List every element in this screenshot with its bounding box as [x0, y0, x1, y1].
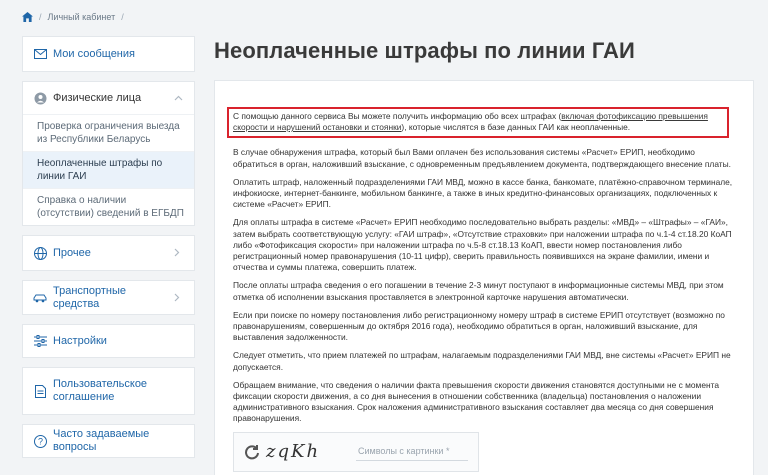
sidebar-item-label: Настройки: [53, 334, 107, 347]
sidebar-card-faq: [22, 424, 195, 458]
document-icon: [33, 384, 47, 398]
refresh-icon[interactable]: [244, 444, 260, 460]
sidebar-card-settings: [22, 324, 195, 358]
envelope-icon: [33, 47, 47, 61]
sidebar-item-label: Прочее: [53, 246, 91, 259]
intro-text-end: ), которые числятся в базе данных ГАИ как неоплаченные.: [401, 122, 631, 133]
svg-text:?: ?: [37, 436, 43, 446]
paragraph-speed-notice: Обращаем внимание, что сведения о наличии факта превышения скорости движения становятся доступными не с момента фиксации скорости движения, а со дня вынесения в отношении собственника (владельца) постановления о наложении административного взыскания. Срок наложения административного взыскания составляет два месяца со дня совершения правонарушения.: [233, 379, 719, 424]
sidebar-item-label: Транспортные средства: [53, 284, 126, 310]
main-content: [214, 80, 754, 475]
captcha-block: [233, 432, 479, 472]
sidebar-item-label: Часто задаваемые вопросы: [53, 428, 150, 453]
sidebar-subitem-travel-restriction[interactable]: Проверка ограничения выезда из Республики Беларусь: [23, 114, 194, 151]
question-circle-icon: [33, 434, 47, 448]
sidebar-item-settings[interactable]: [23, 325, 194, 357]
car-icon: [33, 291, 47, 305]
sidebar-card-other: [22, 235, 195, 271]
sidebar-item-label: Пользовательское соглашение: [53, 378, 148, 403]
sliders-icon: [33, 334, 47, 348]
sidebar-card-messages: [22, 36, 195, 72]
chevron-right-icon: [174, 293, 184, 303]
breadcrumb-separator: /: [39, 12, 42, 22]
page-title: Неоплаченные штрафы по линии ГАИ: [214, 38, 635, 63]
sidebar-item-other[interactable]: [23, 236, 194, 270]
captcha-input[interactable]: Символы с картинки *: [356, 443, 468, 461]
chevron-right-icon: [174, 248, 184, 258]
sidebar-subitem-traffic-fines[interactable]: Неоплаченные штрафы по линии ГАИ: [23, 151, 194, 188]
sidebar-card-individuals: [22, 81, 195, 226]
sidebar-item-vehicles[interactable]: [23, 281, 194, 314]
sidebar-card-agreement: [22, 367, 195, 415]
intro-text: С помощью данного сервиса Вы можете получить информацию обо всех штрафах (: [233, 111, 562, 121]
sidebar-card-vehicles: [22, 280, 195, 315]
intro-underlined-text: включая фотофиксацию превышения скорости и нарушений остановки и стоянки: [233, 111, 708, 133]
paragraph-payment-channels: Оплатить штраф, наложенный подразделениями ГАИ МВД, можно в кассе банка, банкомате, платёжно-справочном терминале, инфокиоске, интернет-банкинге, мобильном банкинге, а также в иных кредитно-финансовых организациях, подключенных к системе «Расчет» ЕРИП.: [233, 176, 733, 210]
globe-icon: [33, 246, 47, 260]
paragraph-erip-only: Следует отметить, что прием платежей по штрафам, налагаемым подразделениями ГАИ МВД, вне системы «Расчет» ЕРИП не допускается.: [233, 350, 731, 372]
sidebar-subitem-egbdp-certificate[interactable]: Справка о наличии (отсутствии) сведений в ЕГБДП: [23, 188, 194, 225]
sidebar-item-messages[interactable]: [23, 37, 194, 71]
breadcrumb-current[interactable]: Личный кабинет: [47, 12, 116, 22]
breadcrumb: [22, 12, 124, 22]
paragraph-payment-steps: Для оплаты штрафа в системе «Расчет» ЕРИП необходимо последовательно выбрать разделы: «МВД» – «Штрафы» – «ГАИ», затем выбрать соответствующую услугу: «ГАИ штраф», «Отсутствие страховки» при наложении штрафа по ч.1-4 ст.18.20 КоАП либо «Фотофиксация скорости» при наложении штрафа по ч.5-8 ст.18.13 КоАП, ввести номер постановления либо регистрационный номер правонарушения (10-11 цифр), сверить правильность появившихся на экране фамилии, имени и отчества и суммы платежа, совершить платеж.: [233, 217, 732, 273]
intro-highlight: [227, 107, 729, 138]
user-circle-icon: [33, 91, 47, 105]
breadcrumb-separator: /: [121, 12, 124, 22]
sidebar-item-label: Мои сообщения: [53, 47, 135, 60]
home-icon[interactable]: [22, 12, 33, 22]
chevron-up-icon: [174, 93, 184, 103]
sidebar-item-individuals[interactable]: [23, 82, 194, 114]
sidebar-item-faq[interactable]: [23, 425, 194, 457]
sidebar-item-agreement[interactable]: [23, 368, 194, 414]
sidebar: [22, 36, 195, 467]
captcha-image: zqKh: [266, 441, 321, 463]
paragraph-paid-elsewhere: В случае обнаружения штрафа, который был Вами оплачен без использования системы «Расчет» ЕРИП, необходимо обратиться в орган, наложивший взыскание, с одновременным предъявлением документа, подтверждающего внесение платы.: [233, 147, 731, 169]
sidebar-item-label: Физические лица: [53, 91, 142, 104]
paragraph-after-payment: После оплаты штрафа сведения о его погашении в течение 2-3 минут поступают в информационные системы МВД, при этом отметка об исполнении взыскания проставляется в электронной карточке нарушения автоматически.: [233, 280, 724, 302]
paragraph-not-found: Если при поиске по номеру постановления либо регистрационному номеру штраф в системе ЕРИП отсутствует (возможно по правонарушениям, совершенным до октября 2016 года), необходимо обратиться в орган, наложивший взыскание, для выставления задолженности.: [233, 309, 725, 343]
